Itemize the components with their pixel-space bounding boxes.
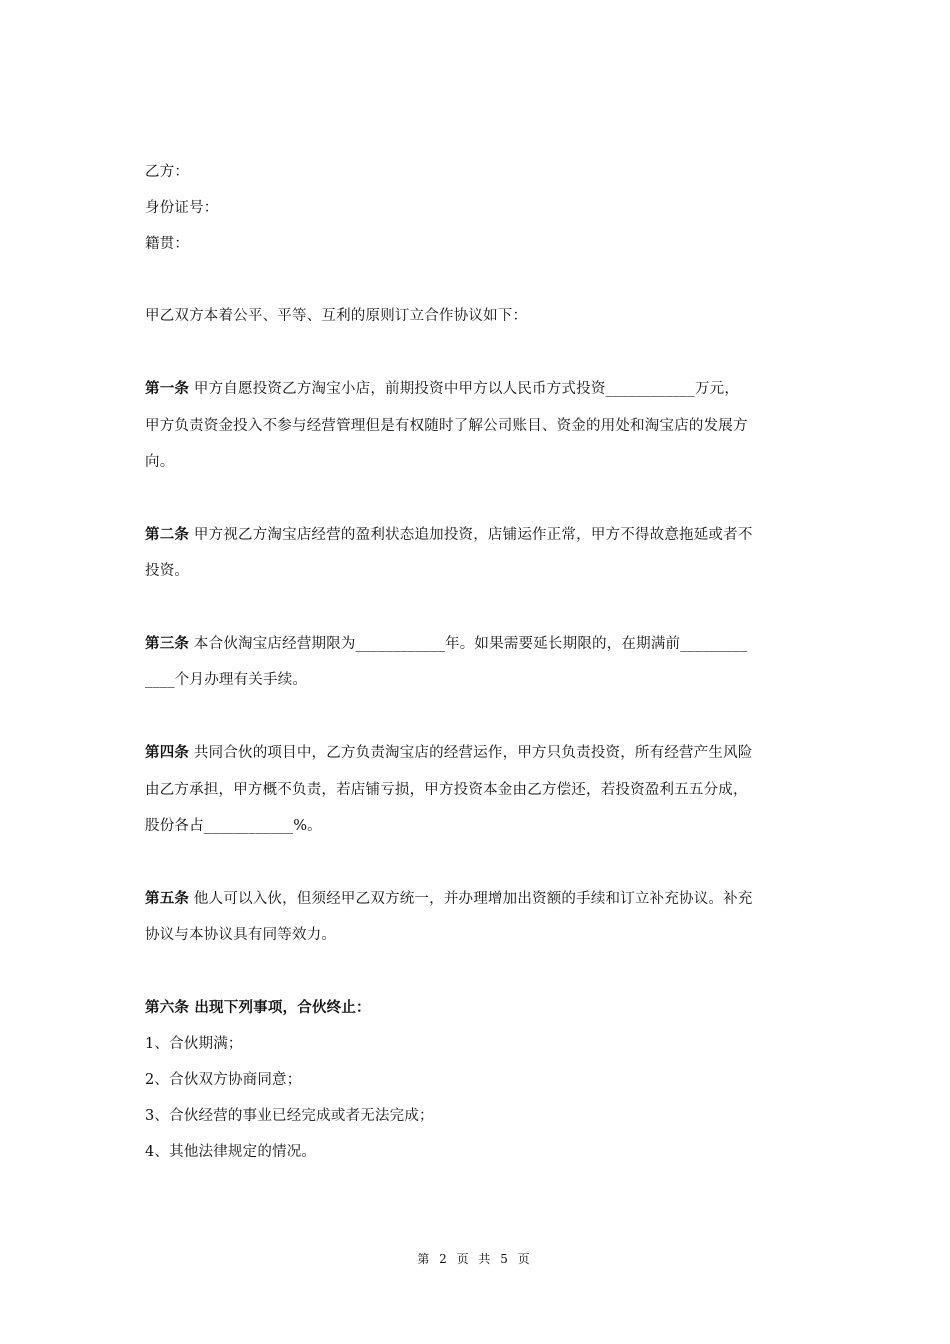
article-6-heading: 第六条 出现下列事项，合伙终止：	[145, 999, 371, 1016]
party-b-label: 乙方：	[145, 164, 190, 180]
article-6-item-4: 4、其他法律规定的情况。	[145, 1144, 317, 1160]
article-4-line-1	[145, 743, 810, 763]
article-2-line-1	[145, 525, 810, 545]
article-3-title: 第三条	[145, 635, 190, 652]
article-2-text-1: 甲方视乙方淘宝店经营的盈利状态追加投资，店铺运作正常，甲方不得故意拖延或者不	[193, 527, 753, 543]
article-3-line-2: ____个月办理有关手续。	[145, 672, 308, 688]
article-1-title: 第一条	[145, 380, 190, 397]
article-6-item-2: 2、合伙双方协商同意；	[145, 1072, 302, 1088]
article-3-text-1: 本合伙淘宝店经营期限为____________年。如果需要延长期限的，在期满前_________	[193, 636, 748, 652]
article-4-text-1: 共同合伙的项目中，乙方负责淘宝店的经营运作，甲方只负责投资，所有经营产生风险	[193, 745, 753, 761]
article-5-text-1: 他人可以入伙，但须经甲乙双方统一，并办理增加出资额的手续和订立补充协议。补充	[193, 891, 753, 907]
article-1-text-1: 甲方自愿投资乙方淘宝小店，前期投资中甲方以人民币方式投资____________万元，	[193, 381, 740, 397]
article-5-title: 第五条	[145, 890, 190, 907]
article-3-line-1	[145, 634, 810, 654]
article-6-item-3: 3、合伙经营的事业已经完成或者无法完成；	[145, 1108, 434, 1124]
article-2-line-2: 投资。	[145, 563, 190, 579]
article-1-line-1	[145, 379, 810, 399]
page-number-footer: 第 2 页 共 5 页	[417, 1252, 533, 1266]
article-4-line-2: 由乙方承担，甲方概不负责，若店铺亏损，甲方投资本金由乙方偿还，若投资盈利五五分成，	[145, 782, 748, 798]
intro-text: 甲乙双方本着公平、平等、互利的原则订立合作协议如下：	[145, 308, 528, 324]
article-5-line-2: 协议与本协议具有同等效力。	[145, 927, 337, 943]
id-number-label: 身份证号：	[145, 200, 219, 216]
article-1-line-2: 甲方负责资金投入不参与经营管理但是有权随时了解公司账目、资金的用处和淘宝店的发展方	[145, 418, 748, 434]
article-1-line-3: 向。	[145, 454, 175, 470]
article-4-line-3: 股份各占____________%。	[145, 818, 322, 834]
article-6-item-1: 1、合伙期满；	[145, 1036, 243, 1052]
article-5-line-1	[145, 889, 810, 909]
article-4-title: 第四条	[145, 744, 190, 761]
article-2-title: 第二条	[145, 526, 190, 543]
origin-label: 籍贯：	[145, 236, 190, 252]
